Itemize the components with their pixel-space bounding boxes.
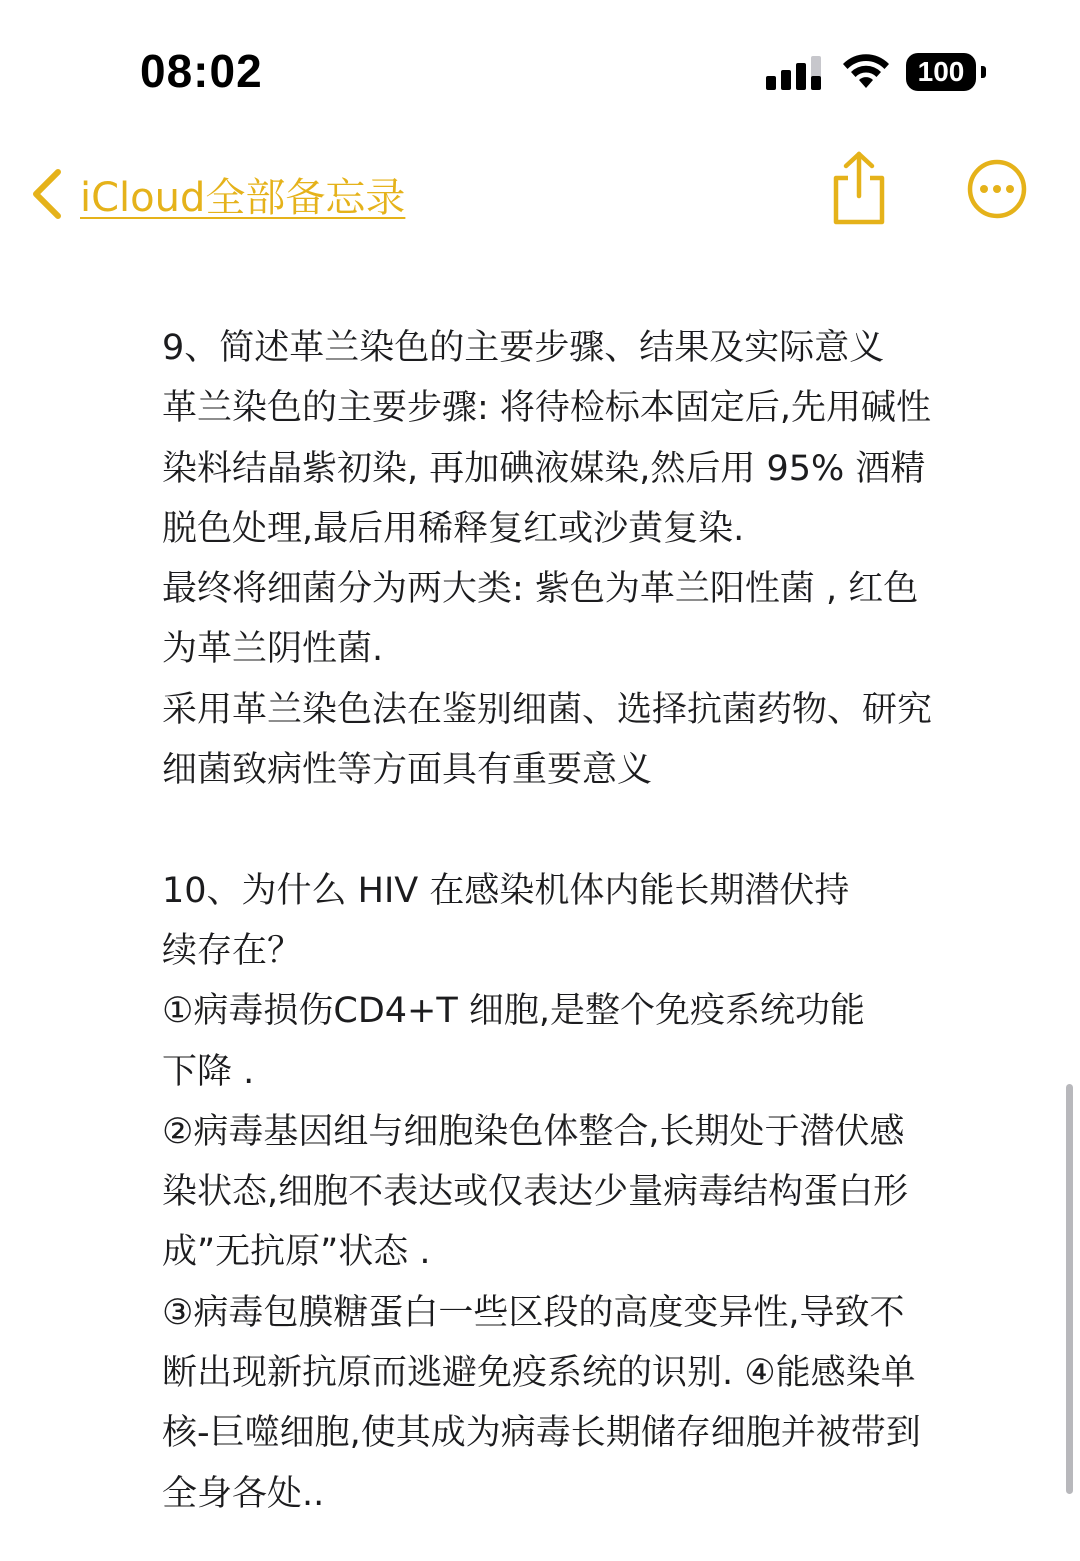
blank-line	[162, 800, 1012, 860]
note-line: 细菌致病性等方面具有重要意义	[162, 750, 653, 791]
note-line: ③病毒包膜糖蛋白一些区段的高度变异性,导致不	[162, 1292, 905, 1333]
navigation-bar	[0, 140, 1080, 250]
vertical-scrollbar[interactable]	[1066, 1084, 1073, 1494]
note-body[interactable]	[162, 318, 1012, 1524]
note-line: 断出现新抗原而逃避免疫系统的识别. ④能感染单	[162, 1353, 916, 1394]
note-line: 成”无抗原”状态 .	[162, 1232, 431, 1273]
note-line: 10、为什么 HIV 在感染机体内能长期潜伏持	[162, 870, 850, 911]
note-line: 下降 .	[162, 1051, 255, 1092]
note-line: 脱色处理,最后用稀释复红或沙黄复染.	[162, 508, 745, 549]
back-button[interactable]	[28, 154, 405, 234]
note-line: 采用革兰染色法在鉴别细菌、选择抗菌药物、研究	[162, 689, 933, 730]
back-label: iCloud全部备忘录	[80, 174, 406, 221]
battery-level: 100	[906, 53, 976, 91]
note-line: 续存在？	[162, 930, 303, 971]
note-line: 全身各处..	[162, 1473, 325, 1514]
note-line: 最终将细菌分为两大类: 紫色为革兰阳性菌 , 红色	[162, 569, 919, 610]
note-line: 革兰染色的主要步骤: 将待检标本固定后,先用碱性	[162, 388, 932, 429]
chevron-left-icon	[28, 166, 66, 222]
status-time: 08:02	[140, 45, 263, 97]
note-line: 染状态,细胞不表达或仅表达少量病毒结构蛋白形	[162, 1172, 909, 1213]
question-9-section	[162, 318, 1012, 800]
note-line: 核-巨噬细胞,使其成为病毒长期储存细胞并被带到	[162, 1413, 921, 1454]
note-line: 为革兰阴性菌.	[162, 629, 384, 670]
share-icon[interactable]	[826, 150, 892, 226]
note-line: 染料结晶紫初染, 再加碘液媒染,然后用 95% 酒精	[162, 448, 926, 489]
note-line: 9、简述革兰染色的主要步骤、结果及实际意义	[162, 328, 885, 368]
note-line: ②病毒基因组与细胞染色体整合,长期处于潜伏感	[162, 1111, 905, 1152]
note-line: ①病毒损伤CD4+T 细胞,是整个免疫系统功能	[162, 991, 865, 1032]
more-ellipsis-icon[interactable]	[966, 158, 1028, 220]
question-10-section	[162, 861, 1012, 1524]
